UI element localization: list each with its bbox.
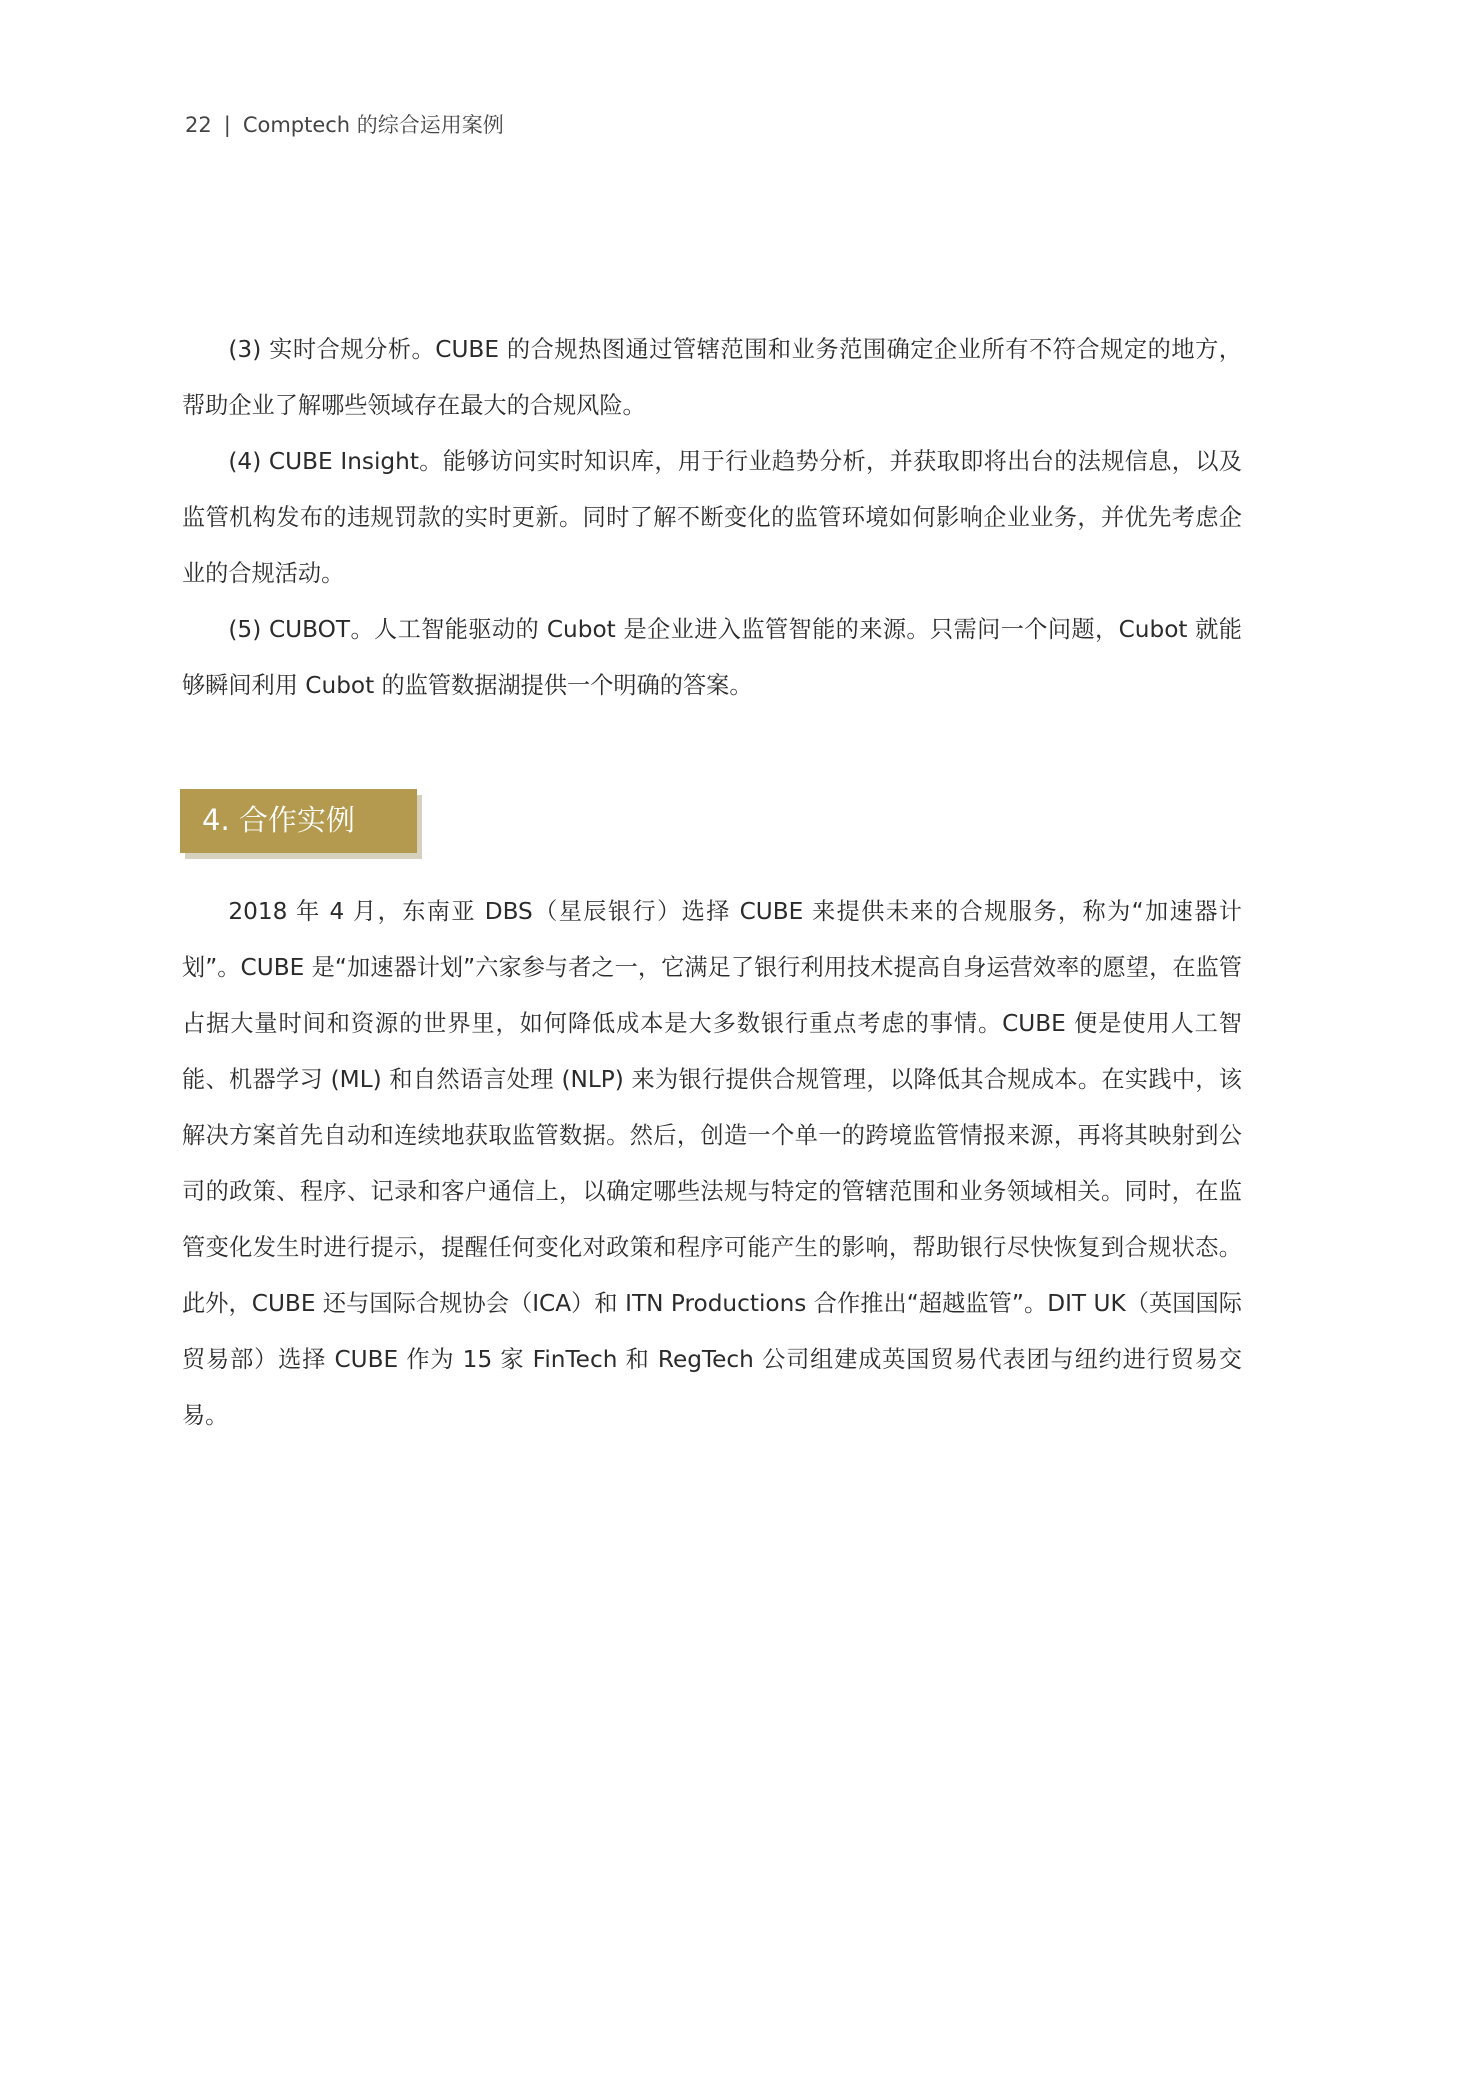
section-heading-label: 4. 合作实例 [202, 803, 355, 837]
chapter-title: Comptech 的综合运用案例 [242, 113, 504, 137]
feature-item-cubot: (5) CUBOT。人工智能驱动的 Cubot 是企业进入监管智能的来源。只需问一个问题，Cubot 就能够瞬间利用 Cubot 的监管数据湖提供一个明确的答案。 [182, 616, 1242, 699]
feature-list [182, 322, 1242, 714]
feature-item-realtime-analysis: (3) 实时合规分析。CUBE 的合规热图通过管辖范围和业务范围确定企业所有不符合规定的地方，帮助企业了解哪些领域存在最大的合规风险。 [182, 336, 1242, 419]
section-heading [180, 789, 417, 853]
feature-item-cube-insight: (4) CUBE Insight。能够访问实时知识库，用于行业趋势分析，并获取即将出台的法规信息，以及监管机构发布的违规罚款的实时更新。同时了解不断变化的监管环境如何影响企业业务，并优先考虑企业的合规活动。 [182, 448, 1242, 587]
cooperation-paragraph: 2018 年 4 月，东南亚 DBS（星辰银行）选择 CUBE 来提供未来的合规服务，称为“加速器计划”。CUBE 是“加速器计划”六家参与者之一，它满足了银行利用技术提高自身运营效率的愿望，在监管占据大量时间和资源的世界里，如何降低成本是大多数银行重点考虑的事情。CUBE 便是使用人工智能、机器学习 (ML) 和自然语言处理 (NLP) 来为银行提供合规管理，以降低其合规成本。在实践中，该解决方案首先自动和连续地获取监管数据。然后，创造一个单一的跨境监管情报来源，再将其映射到公司的政策、程序、记录和客户通信上，以确定哪些法规与特定的管辖范围和业务领域相关。同时，在监管变化发生时进行提示，提醒任何变化对政策和程序可能产生的影响，帮助银行尽快恢复到合规状态。此外，CUBE 还与国际合规协会（ICA）和 ITN Productions 合作推出“超越监管”。DIT UK（英国国际贸易部）选择 CUBE 作为 15 家 FinTech 和 RegTech 公司组建成英国贸易代表团与纽约进行贸易交易。 [182, 898, 1242, 1429]
section-body [182, 884, 1242, 1444]
page-header [185, 110, 504, 140]
page-number: 22 [185, 113, 212, 137]
header-separator: | [223, 113, 231, 137]
